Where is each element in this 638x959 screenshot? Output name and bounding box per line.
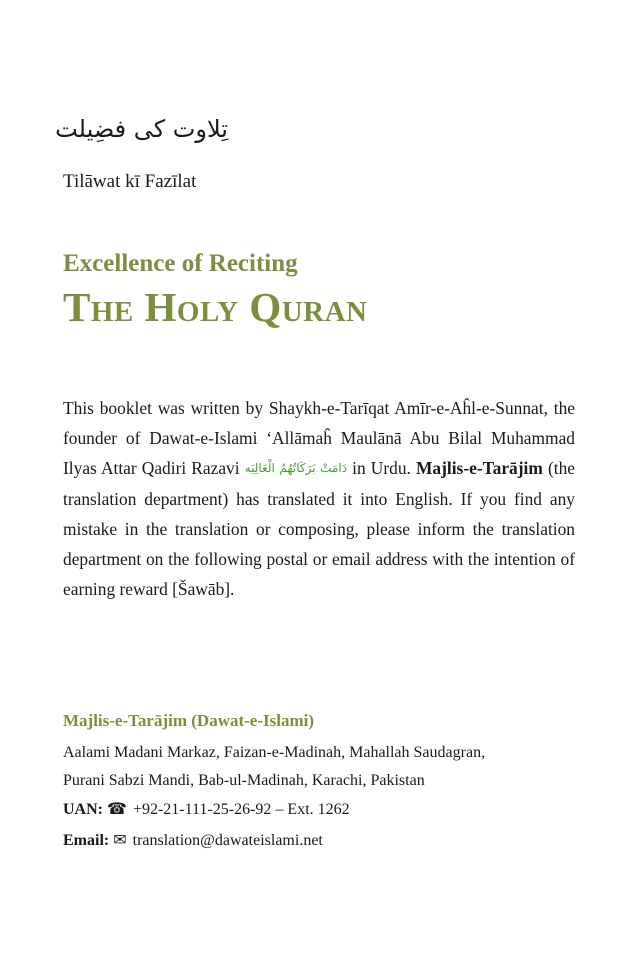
uan-value: +92-21-111-25-26-92 – Ext. 1262 xyxy=(132,801,350,818)
intro-text-1: This booklet was written by Shaykh-e-Tarīqat Amīr-e-Aĥl-e-Sunnat, the founder of Dawat-e-Islami ‘Allāmaĥ Maulānā Abu Bilal Muhammad Ilyas Attar Qadiri Razavi xyxy=(63,398,575,479)
address-line-2: Purani Sabzi Mandi, Bab-ul-Madinah, Karachi, Pakistan xyxy=(63,772,425,789)
uan-label: UAN: xyxy=(63,801,103,818)
intro-paragraph xyxy=(63,393,575,604)
email-value[interactable]: translation@dawateislami.net xyxy=(132,832,323,849)
intro-text-2: in Urdu. xyxy=(352,458,411,479)
document-page xyxy=(55,0,575,959)
envelope-icon: ✉ xyxy=(113,830,127,849)
title-line-2: The Holy Quran xyxy=(63,284,368,330)
title-line-1: Excellence of Reciting xyxy=(63,250,298,277)
urdu-title: تِلاوت کی فضِیلت xyxy=(55,115,228,143)
transliterated-title: Tilāwat kī Fazīlat xyxy=(63,171,197,192)
honorific-text: دَامَتْ بَرَكَاتُهُمُ الْعَالِيَه xyxy=(244,461,348,476)
telephone-icon: ☎ xyxy=(107,799,127,818)
email-label: Email: xyxy=(63,832,110,849)
email-row xyxy=(63,829,323,852)
organization-heading: Majlis-e-Tarājim (Dawat-e-Islami) xyxy=(63,711,314,730)
uan-row xyxy=(63,798,350,821)
intro-text-3: (the translation department) has translated it into English. If you find any mistake in the translation or composing, please inform the translation department on the following postal or email address with the intention of earning reward [Šawāb]. xyxy=(63,458,575,600)
address-line-1: Aalami Madani Markaz, Faizan-e-Madinah, Mahallah Saudagran, xyxy=(63,744,486,761)
department-name: Majlis-e-Tarājim xyxy=(415,458,543,479)
